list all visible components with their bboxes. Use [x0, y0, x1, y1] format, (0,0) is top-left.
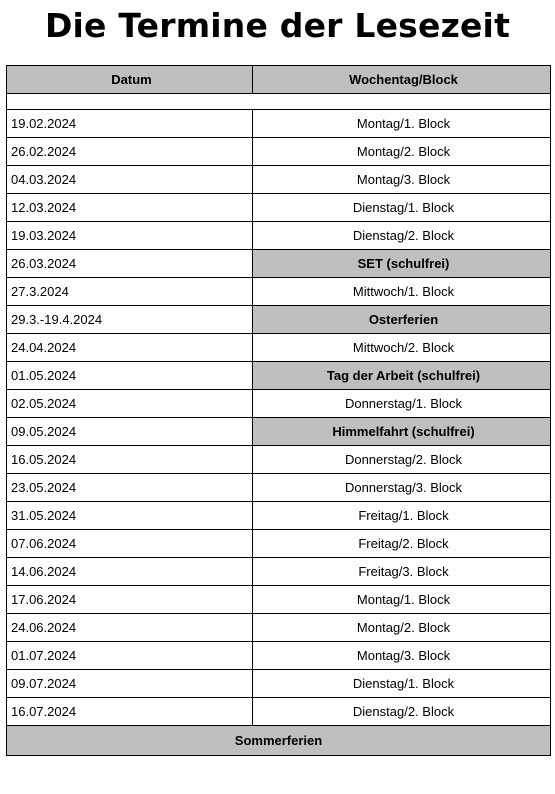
- holiday-cell: Himmelfahrt (schulfrei): [253, 418, 551, 446]
- holiday-cell: Tag der Arbeit (schulfrei): [253, 362, 551, 390]
- table-row: [7, 586, 551, 614]
- table-row: [7, 250, 551, 278]
- date-cell: 19.02.2024: [7, 110, 253, 138]
- date-cell: 01.07.2024: [7, 642, 253, 670]
- date-cell: 02.05.2024: [7, 390, 253, 418]
- date-cell: 16.07.2024: [7, 698, 253, 726]
- table-header-row: [7, 66, 551, 94]
- footer-row: [7, 726, 551, 756]
- weekday-block-cell: Donnerstag/3. Block: [253, 474, 551, 502]
- date-cell: 14.06.2024: [7, 558, 253, 586]
- table-row: [7, 502, 551, 530]
- weekday-block-cell: Montag/1. Block: [253, 586, 551, 614]
- date-cell: 26.02.2024: [7, 138, 253, 166]
- date-cell: 01.05.2024: [7, 362, 253, 390]
- schedule-table: [6, 65, 551, 756]
- table-row: [7, 446, 551, 474]
- date-cell: 29.3.-19.4.2024: [7, 306, 253, 334]
- date-cell: 26.03.2024: [7, 250, 253, 278]
- table-row: [7, 390, 551, 418]
- table-row: [7, 166, 551, 194]
- weekday-block-cell: Freitag/2. Block: [253, 530, 551, 558]
- date-cell: 27.3.2024: [7, 278, 253, 306]
- weekday-block-cell: Montag/3. Block: [253, 642, 551, 670]
- table-row: [7, 362, 551, 390]
- weekday-block-cell: Montag/1. Block: [253, 110, 551, 138]
- weekday-block-cell: Dienstag/1. Block: [253, 194, 551, 222]
- table-row: [7, 138, 551, 166]
- weekday-block-cell: Montag/2. Block: [253, 614, 551, 642]
- weekday-block-cell: Donnerstag/1. Block: [253, 390, 551, 418]
- table-row: [7, 474, 551, 502]
- table-row: [7, 670, 551, 698]
- date-cell: 07.06.2024: [7, 530, 253, 558]
- weekday-block-cell: Montag/3. Block: [253, 166, 551, 194]
- weekday-block-cell: Mittwoch/2. Block: [253, 334, 551, 362]
- table-row: [7, 306, 551, 334]
- weekday-block-cell: Freitag/3. Block: [253, 558, 551, 586]
- date-cell: 31.05.2024: [7, 502, 253, 530]
- spacer-row: [7, 94, 551, 110]
- footer-label: Sommerferien: [7, 726, 551, 756]
- weekday-block-cell: Dienstag/2. Block: [253, 222, 551, 250]
- date-cell: 12.03.2024: [7, 194, 253, 222]
- weekday-block-cell: Dienstag/2. Block: [253, 698, 551, 726]
- date-cell: 09.07.2024: [7, 670, 253, 698]
- table-row: [7, 110, 551, 138]
- weekday-block-cell: Montag/2. Block: [253, 138, 551, 166]
- weekday-block-cell: Freitag/1. Block: [253, 502, 551, 530]
- date-cell: 24.06.2024: [7, 614, 253, 642]
- date-cell: 17.06.2024: [7, 586, 253, 614]
- table-row: [7, 614, 551, 642]
- weekday-block-cell: Mittwoch/1. Block: [253, 278, 551, 306]
- page-title: Die Termine der Lesezeit: [44, 6, 511, 45]
- table-row: [7, 418, 551, 446]
- table-row: [7, 278, 551, 306]
- holiday-cell: Osterferien: [253, 306, 551, 334]
- column-header-datum: Datum: [7, 66, 253, 94]
- weekday-block-cell: Dienstag/1. Block: [253, 670, 551, 698]
- table-row: [7, 642, 551, 670]
- table-row: [7, 222, 551, 250]
- table-row: [7, 194, 551, 222]
- table-row: [7, 530, 551, 558]
- column-header-wochentag: Wochentag/Block: [253, 66, 551, 94]
- date-cell: 16.05.2024: [7, 446, 253, 474]
- table-row: [7, 698, 551, 726]
- date-cell: 19.03.2024: [7, 222, 253, 250]
- date-cell: 04.03.2024: [7, 166, 253, 194]
- date-cell: 24.04.2024: [7, 334, 253, 362]
- weekday-block-cell: Donnerstag/2. Block: [253, 446, 551, 474]
- date-cell: 23.05.2024: [7, 474, 253, 502]
- table-row: [7, 558, 551, 586]
- table-row: [7, 334, 551, 362]
- date-cell: 09.05.2024: [7, 418, 253, 446]
- holiday-cell: SET (schulfrei): [253, 250, 551, 278]
